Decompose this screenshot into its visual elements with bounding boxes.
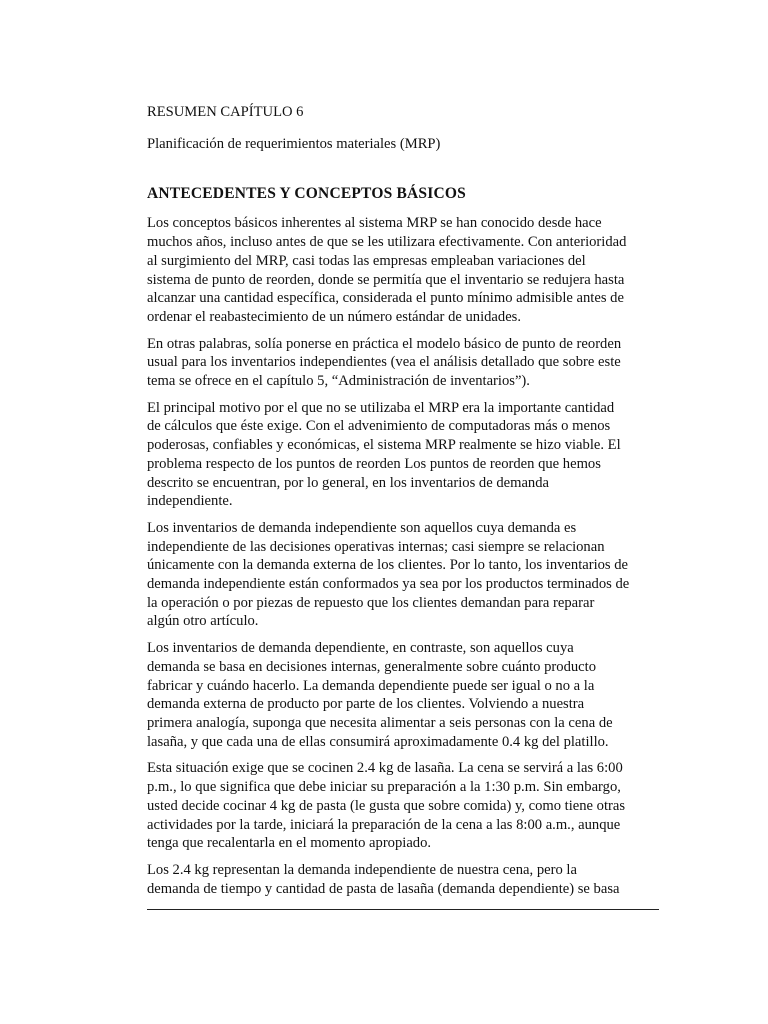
paragraph-line: tema se ofrece en el capítulo 5, “Administración de inventarios”).: [147, 373, 530, 390]
paragraph-line: problema respecto de los puntos de reorden Los puntos de reorden que hemos: [147, 455, 601, 472]
paragraph-line: Los 2.4 kg representan la demanda independiente de nuestra cena, pero la: [147, 861, 577, 878]
paragraph-line: independiente.: [147, 493, 233, 510]
paragraph-line: primera analogía, suponga que necesita alimentar a seis personas con la cena de: [147, 714, 613, 731]
paragraph-line: Los conceptos básicos inherentes al sistema MRP se han conocido desde hace: [147, 215, 602, 232]
paragraph-line: de cálculos que éste exige. Con el advenimiento de computadoras más o menos: [147, 418, 611, 435]
paragraph-line: muchos años, incluso antes de que se les utilizara efectivamente. Con anterioridad: [147, 234, 627, 251]
paragraph-line: alcanzar una cantidad específica, considerada el punto mínimo admisible antes de: [147, 290, 624, 307]
paragraph: [147, 399, 659, 511]
paragraph-line: demanda de tiempo y cantidad de pasta de lasaña (demanda dependiente) se basa: [147, 880, 620, 897]
paragraph-line: la operación o por piezas de repuesto que los clientes demandan para reparar: [147, 594, 595, 611]
section-heading: ANTECEDENTES Y CONCEPTOS BÁSICOS: [147, 185, 466, 203]
chapter-subtitle: Planificación de requerimientos materiales (MRP): [147, 135, 441, 152]
paragraph-line: sistema de punto de reorden, donde se permitía que el inventario se redujera hasta: [147, 271, 625, 288]
paragraph-line: descrito se encuentran, por lo general, en los inventarios de demanda: [147, 474, 549, 491]
paragraph: [147, 639, 659, 751]
paragraph-line: poderosas, confiables y económicas, el sistema MRP realmente se hizo viable. El: [147, 437, 621, 454]
paragraph-line: El principal motivo por el que no se utilizaba el MRP era la importante cantidad: [147, 399, 615, 416]
paragraph-line: usual para los inventarios independientes (vea el análisis detallado que sobre este: [147, 354, 621, 371]
paragraph-line: demanda externa de producto por parte de los clientes. Volviendo a nuestra: [147, 696, 585, 713]
paragraph-line: demanda se basa en decisiones internas, generalmente sobre cuánto producto: [147, 658, 596, 675]
paragraph-line: demanda independiente están conformados ya sea por los productos terminados de: [147, 576, 630, 593]
paragraph-line: únicamente con la demanda externa de los clientes. Por lo tanto, los inventarios de: [147, 557, 629, 574]
paragraph: [147, 861, 659, 898]
paragraph: [147, 335, 659, 391]
paragraph-line: al surgimiento del MRP, casi todas las empresas empleaban variaciones del: [147, 252, 586, 269]
footer-divider: [147, 909, 659, 910]
paragraph-line: actividades por la tarde, iniciará la preparación de la cena a las 8:00 a.m., aunque: [147, 816, 621, 833]
paragraph: [147, 519, 659, 631]
document-page: [147, 103, 659, 906]
paragraph: [147, 759, 659, 853]
paragraph-line: usted decide cocinar 4 kg de pasta (le gusta que sobre comida) y, como tiene otras: [147, 797, 626, 814]
paragraph-line: p.m., lo que significa que debe iniciar su preparación a la 1:30 p.m. Sin embargo,: [147, 779, 621, 796]
paragraph-line: Los inventarios de demanda independiente son aquellos cuya demanda es: [147, 519, 577, 536]
paragraph-line: Los inventarios de demanda dependiente, en contraste, son aquellos cuya: [147, 640, 574, 657]
paragraph-line: lasaña, y que cada una de ellas consumirá aproximadamente 0.4 kg del platillo.: [147, 733, 609, 750]
paragraph: [147, 214, 659, 326]
paragraph-line: fabricar y cuándo hacerlo. La demanda dependiente puede ser igual o no a la: [147, 677, 595, 694]
paragraph-line: independiente de las decisiones operativas internas; casi siempre se relacionan: [147, 538, 605, 555]
paragraph-line: algún otro artículo.: [147, 613, 259, 630]
paragraph-line: Esta situación exige que se cocinen 2.4 kg de lasaña. La cena se servirá a las 6:00: [147, 760, 623, 777]
chapter-label: RESUMEN CAPÍTULO 6: [147, 104, 304, 120]
paragraph-line: ordenar el reabastecimiento de un número estándar de unidades.: [147, 308, 522, 325]
paragraph-line: tenga que recalentarla en el momento apropiado.: [147, 835, 432, 852]
paragraph-line: En otras palabras, solía ponerse en práctica el modelo básico de punto de reorden: [147, 335, 622, 352]
